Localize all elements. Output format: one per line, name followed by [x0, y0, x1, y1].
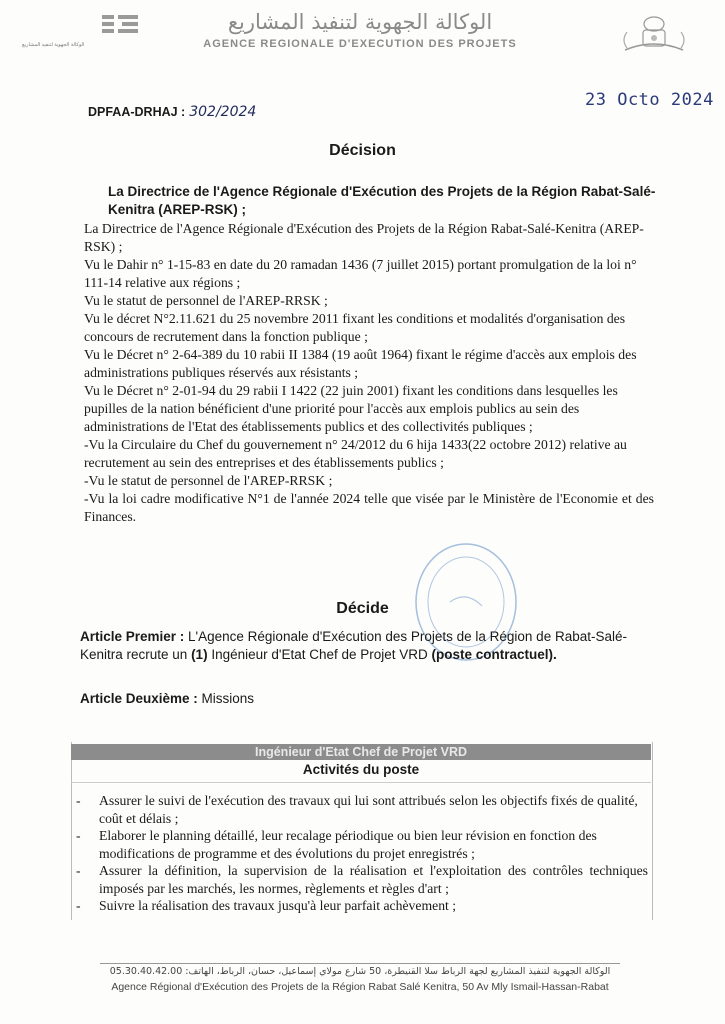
footer-divider — [100, 963, 620, 964]
considerations-list — [84, 220, 654, 526]
coat-of-arms-icon — [615, 10, 693, 56]
agency-logo — [22, 12, 142, 52]
date-stamp: 23 Octo 2024 — [585, 90, 714, 110]
consideration-item: Vu le statut de personnel de l'AREP-RRSK ; — [84, 293, 328, 308]
article1-position: Ingénieur d'Etat Chef de Projet VRD — [207, 647, 432, 662]
article2-label: Article Deuxième : — [80, 691, 198, 706]
activities-list — [76, 792, 648, 915]
article-deuxieme — [80, 690, 655, 708]
reference-label: DPFAA-DRHAJ : — [88, 105, 186, 119]
agency-name-french: AGENCE REGIONALE D'EXECUTION DES PROJETS — [203, 38, 517, 50]
consideration-item: -Vu le statut de personnel de l'AREP-RRSK ; — [84, 473, 333, 488]
footer-address-arabic: الوكالة الجهوية لتنفيذ المشاريع لجهة الرباط سلا القنيطرة، 50 شارع مولاي إسماعيل، حسان، الرباط، الهاتف: 05.30.40.42.00 — [109, 966, 611, 977]
list-item: - Assurer la définition, la supervision de la réalisation et l'exploitation des contrôles techniques imposés par les marchés, les normes, règlements et règles d'art ; — [76, 863, 648, 896]
article1-count: (1) — [191, 647, 208, 662]
article1-contract: (poste contractuel). — [431, 647, 557, 662]
activity-text: Assurer le suivi de l'exécution des travaux qui lui sont attribués selon les objectifs fixés de qualité, coût et délais ; — [99, 793, 638, 826]
agency-name-arabic: الوكالة الجهوية لتنفيذ المشاريع — [227, 10, 493, 34]
consideration-item: -Vu la loi cadre modificative N°1 de l'année 2024 telle que visée par le Ministère de l'Economie et des Finances. — [84, 491, 654, 524]
consideration-item: Vu le Décret n° 2-01-94 du 29 rabii I 1422 (22 juin 2001) fixant les conditions dans lesquelles les pupilles de la nation bénéficient d'une priorité pour l'accès aux emplois publics au sein des administrations de l'Etat des établissements publics et des collectivités publiques ; — [84, 383, 618, 434]
activity-text: Elaborer le planning détaillé, leur recalage périodique ou bien leur révision en fonction des modifications de programme et des évolutions du projet enregistrés ; — [99, 828, 597, 861]
logo-caption: الوكالة الجهوية لتنفيذ المشاريع — [22, 42, 85, 48]
reference-number: 302/2024 — [189, 104, 257, 120]
reference-line — [88, 104, 256, 120]
consideration-item: Vu le Décret n° 2-64-389 du 10 rabii II 1384 (19 août 1964) fixant le régime d'accès aux emplois des administrations publiques réservés aux résistants ; — [84, 347, 637, 380]
article-premier — [80, 628, 655, 664]
article1-text: L'Agence Régionale d'Exécution des Projets de la Région de Rabat-Salé-Kenitra recrute un — [80, 629, 627, 662]
consideration-item: La Directrice de l'Agence Régionale d'Exécution des Projets de la Région Rabat-Salé-Kenitra (AREP-RSK) ; — [84, 221, 644, 254]
consideration-item: Vu le Dahir n° 1-15-83 en date du 20 ramadan 1436 (7 juillet 2015) portant promulgation de la loi n° 111-14 relative aux régions ; — [84, 257, 637, 290]
list-item: - Suivre la réalisation des travaux jusqu'à leur parfait achèvement ; — [76, 898, 457, 913]
consideration-item: -Vu la Circulaire du Chef du gouvernement n° 24/2012 du 6 hija 1433(22 octobre 2012) relative au recrutement au sein des entreprises et des établissements publics ; — [84, 437, 627, 470]
footer-address-french: Agence Régional d'Exécution des Projets de la Région Rabat Salé Kenitra, 50 Av Mly Ismail-Hassan-Rabat — [111, 981, 609, 993]
table-header: Ingénieur d'Etat Chef de Projet VRD — [71, 744, 651, 760]
decision-heading: Décide — [336, 600, 389, 617]
list-item: - Assurer le suivi de l'exécution des travaux qui lui sont attribués selon les objectifs fixés de qualité, coût et délais ; — [76, 793, 638, 826]
agency-logo-icon — [100, 12, 142, 40]
intro-statement: La Directrice de l'Agence Régionale d'Exécution des Projets de la Région Rabat-Salé-Kenitra (AREP-RSK) ; — [108, 184, 656, 217]
article1-label: Article Premier : — [80, 629, 185, 644]
list-item: - Elaborer le planning détaillé, leur recalage périodique ou bien leur révision en fonction des modifications de programme et des évolutions du projet enregistrés ; — [76, 828, 597, 861]
article2-text: Missions — [197, 691, 255, 706]
activity-text: Suivre la réalisation des travaux jusqu'à leur parfait achèvement ; — [99, 898, 457, 913]
table-divider — [71, 782, 651, 783]
page-title: Décision — [329, 142, 396, 159]
table-subheader: Activités du poste — [302, 762, 420, 777]
consideration-item: Vu le décret N°2.11.621 du 25 novembre 2011 fixant les conditions et modalités d'organisation des concours de recrutement dans la fonction publique ; — [84, 311, 626, 344]
activity-text: Assurer la définition, la supervision de la réalisation et l'exploitation des contrôles techniques imposés par les marchés, les normes, règlements et règles d'art ; — [99, 863, 648, 896]
